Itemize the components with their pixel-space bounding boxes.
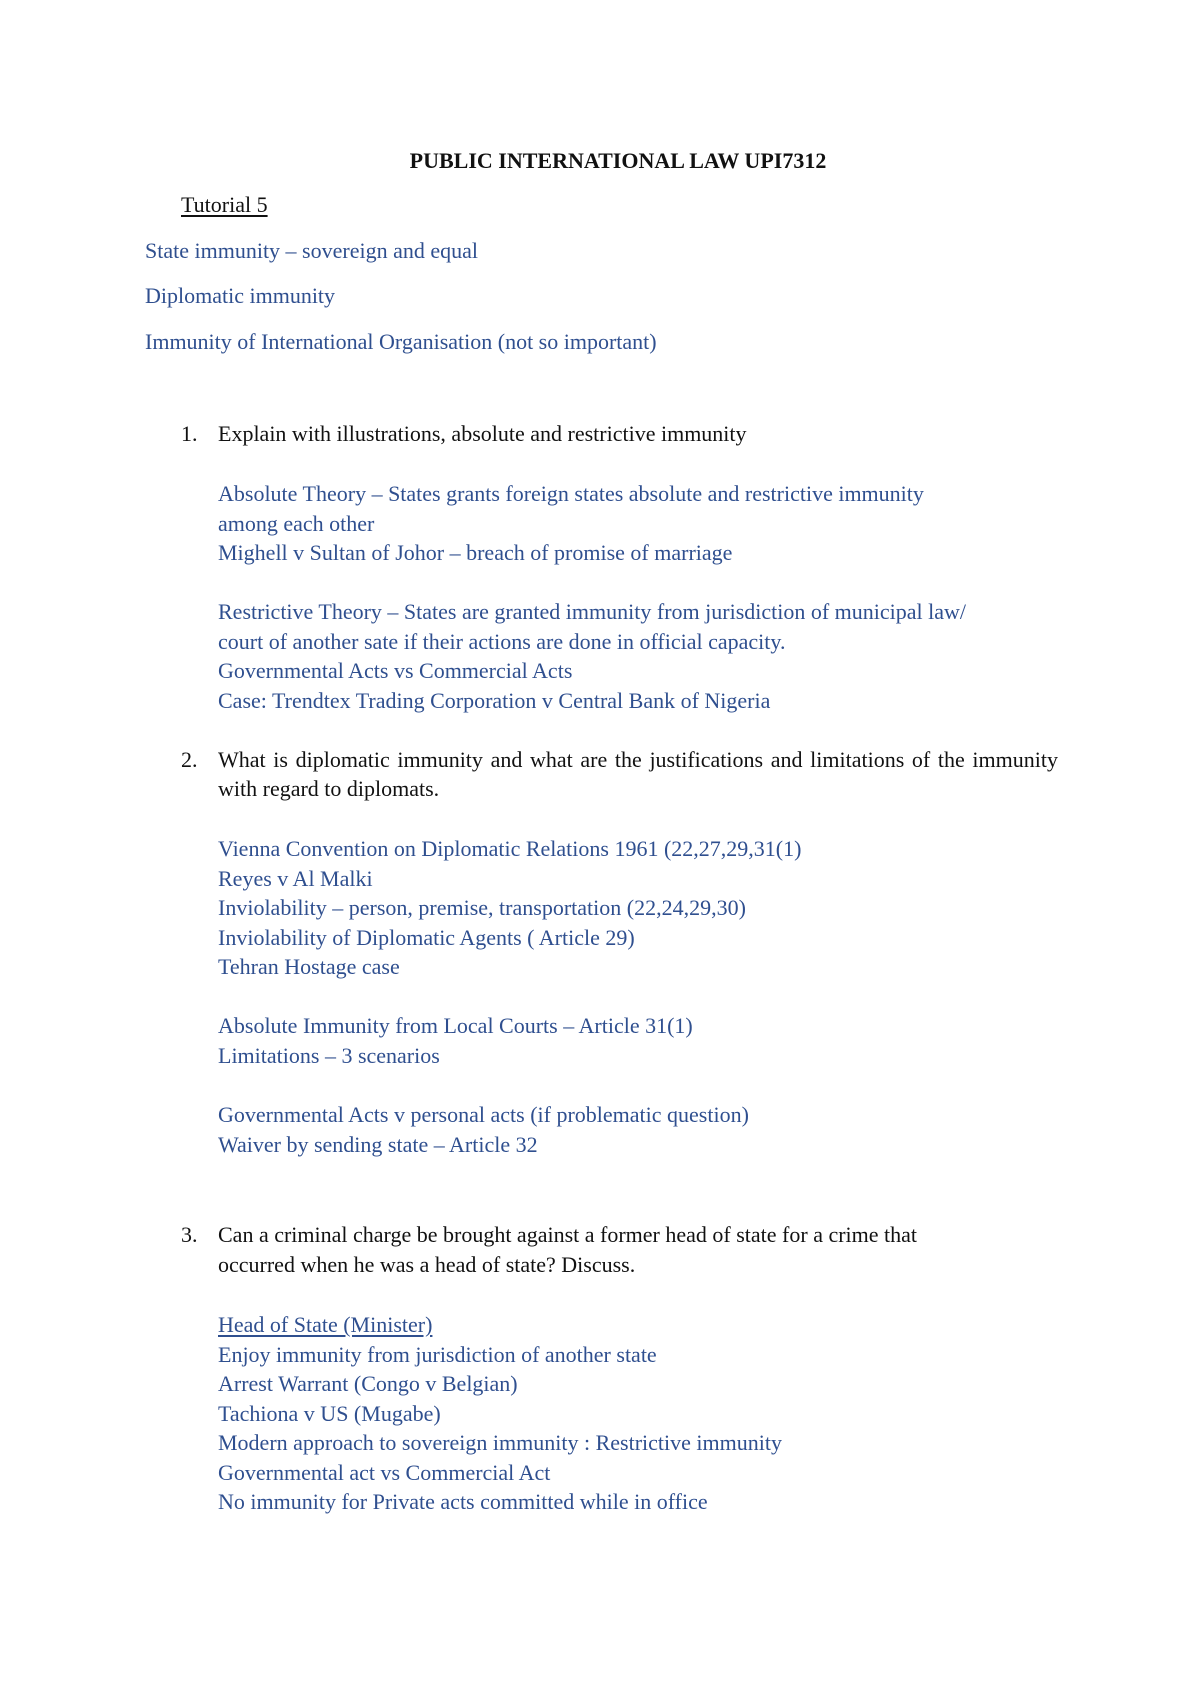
answer-line: Governmental Acts v personal acts (if problematic question) bbox=[218, 1102, 749, 1127]
answer-line: Case: Trendtex Trading Corporation v Central Bank of Nigeria bbox=[218, 687, 771, 713]
answer-line: Tachiona v US (Mugabe) bbox=[218, 1400, 441, 1426]
answer-line: court of another sate if their actions are done in official capacity. bbox=[218, 628, 786, 654]
answer-block bbox=[218, 479, 924, 568]
answer-line: Limitations – 3 scenarios bbox=[218, 1042, 440, 1068]
question-text-line: occurred when he was a head of state? Discuss. bbox=[218, 1251, 636, 1277]
answer-line: Restrictive Theory – States are granted immunity from jurisdiction of municipal law/ bbox=[218, 599, 967, 624]
answer-line: Modern approach to sovereign immunity : Restrictive immunity bbox=[218, 1430, 782, 1455]
answer-block bbox=[218, 834, 801, 982]
question-number: 1. bbox=[181, 421, 198, 446]
answer-line: No immunity for Private acts committed while in office bbox=[218, 1489, 708, 1514]
answer-line: Governmental Acts vs Commercial Acts bbox=[218, 658, 573, 683]
question-text: Explain with illustrations, absolute and restrictive immunity bbox=[218, 421, 747, 446]
question-text: What is diplomatic immunity and what are the justifications and limitations of the immunity with regard to diplomats. bbox=[218, 747, 1058, 801]
answer-line: among each other bbox=[218, 510, 375, 536]
question-text bbox=[218, 1220, 917, 1279]
answer-line: Vienna Convention on Diplomatic Relations 1961 (22,27,29,31(1) bbox=[218, 836, 802, 861]
answer-line: Enjoy immunity from jurisdiction of another state bbox=[218, 1341, 657, 1367]
intro-line: Diplomatic immunity bbox=[145, 283, 336, 308]
answer-line: Governmental act vs Commercial Act bbox=[218, 1459, 551, 1485]
answer-block bbox=[218, 1310, 782, 1517]
answer-line: Absolute Immunity from Local Courts – Article 31(1) bbox=[218, 1013, 693, 1038]
answer-line: Tehran Hostage case bbox=[218, 954, 400, 979]
answer-line: Reyes v Al Malki bbox=[218, 865, 373, 891]
intro-line: State immunity – sovereign and equal bbox=[145, 238, 478, 263]
answer-line: Arrest Warrant (Congo v Belgian) bbox=[218, 1371, 518, 1396]
answer-block bbox=[218, 1100, 749, 1159]
answer-block bbox=[218, 597, 966, 715]
answer-heading: Head of State (Minister) bbox=[218, 1312, 433, 1337]
tutorial-heading: Tutorial 5 bbox=[181, 192, 268, 217]
intro-line: Immunity of International Organisation (not so important) bbox=[145, 329, 657, 354]
question-number: 2. bbox=[181, 747, 198, 772]
answer-line: Inviolability – person, premise, transportation (22,24,29,30) bbox=[218, 895, 746, 920]
answer-line: Inviolability of Diplomatic Agents ( Article 29) bbox=[218, 924, 635, 950]
question-text-line: Can a criminal charge be brought against a former head of state for a crime that bbox=[218, 1222, 918, 1247]
answer-block bbox=[218, 1011, 693, 1070]
answer-line: Waiver by sending state – Article 32 bbox=[218, 1131, 538, 1157]
question-number: 3. bbox=[181, 1222, 198, 1247]
document-title: PUBLIC INTERNATIONAL LAW UPI7312 bbox=[409, 148, 827, 173]
answer-line: Absolute Theory – States grants foreign states absolute and restrictive immunity bbox=[218, 481, 924, 506]
answer-line: Mighell v Sultan of Johor – breach of promise of marriage bbox=[218, 540, 733, 565]
